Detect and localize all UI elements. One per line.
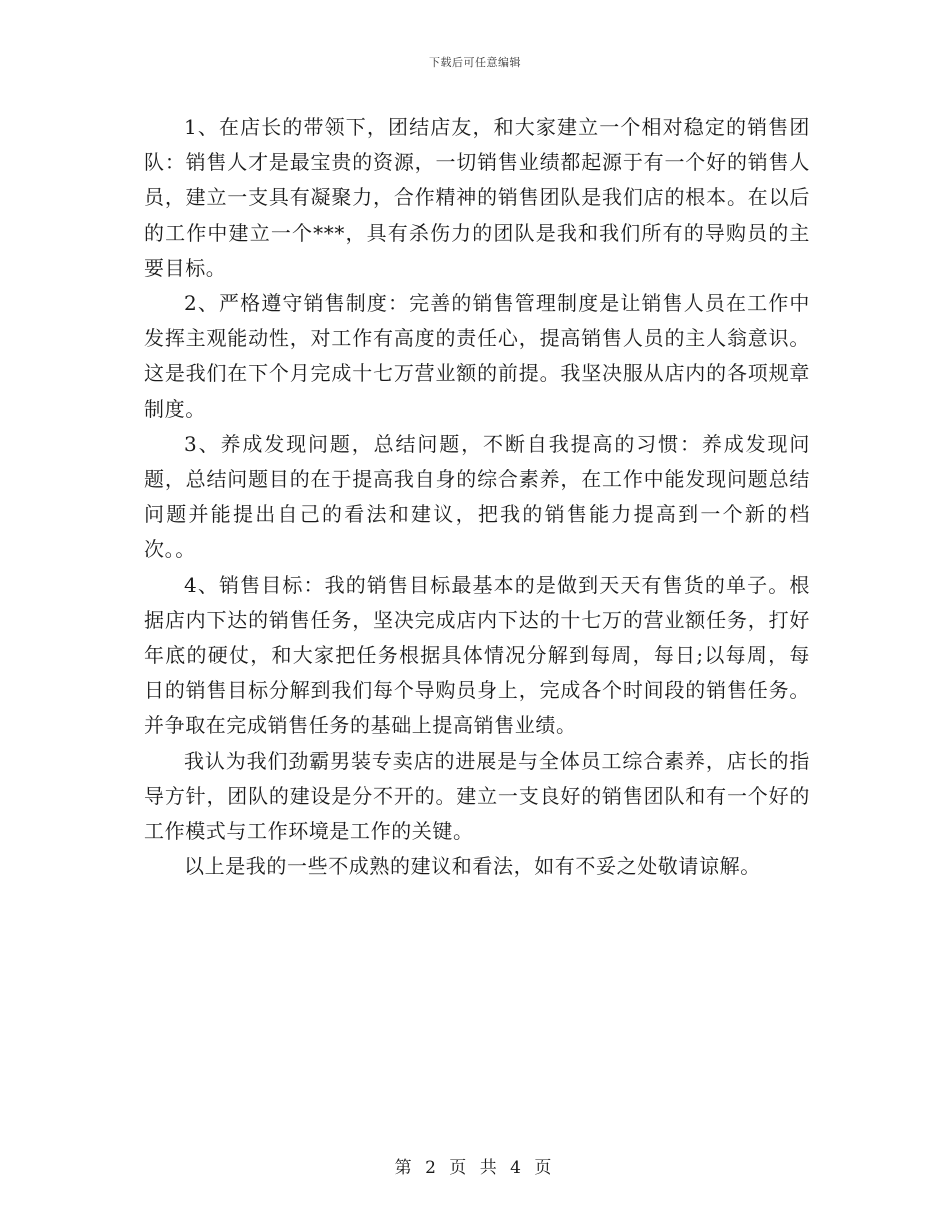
- paragraph-4: 4、销售目标：我的销售目标最基本的是做到天天有售货的单子。根据店内下达的销售任务，坚决完成店内下达的十七万的营业额任务，打好年底的硬仗，和大家把任务根据具体情况分解到每周，每日;以每周，每日的销售目标分解到我们每个导购员身上，完成各个时间段的销售任务。并争取在完成销售任务的基础上提高销售业绩。: [144, 572, 810, 738]
- page-footer: 第 2 页 共 4 页: [394, 1158, 556, 1178]
- paragraph-6: 以上是我的一些不成熟的建议和看法，如有不妥之处敬请谅解。: [184, 854, 761, 879]
- paragraph-5: 我认为我们劲霸男装专卖店的进展是与全体员工综合素养，店长的指导方针，团队的建设是分不开的。建立一支良好的销售团队和有一个好的工作模式与工作环境是工作的关键。: [144, 748, 810, 844]
- document-body: [144, 110, 810, 884]
- paragraph-2: 2、严格遵守销售制度：完善的销售管理制度是让销售人员在工作中发挥主观能动性，对工作有高度的责任心，提高销售人员的主人翁意识。这是我们在下个月完成十七万营业额的前提。我坚决服从店内的各项规章制度。: [144, 291, 810, 421]
- page-header: 下载后可任意编辑: [429, 56, 521, 69]
- paragraph-1: 1、在店长的带领下，团结店友，和大家建立一个相对稳定的销售团队：销售人才是最宝贵的资源，一切销售业绩都起源于有一个好的销售人员，建立一支具有凝聚力，合作精神的销售团队是我们店的根本。在以后的工作中建立一个***，具有杀伤力的团队是我和我们所有的导购员的主要目标。: [144, 115, 810, 280]
- paragraph-3: 3、养成发现问题，总结问题，不断自我提高的习惯：养成发现问题，总结问题目的在于提高我自身的综合素养，在工作中能发现问题总结问题并能提出自己的看法和建议，把我的销售能力提高到一个新的档次。。: [144, 431, 810, 562]
